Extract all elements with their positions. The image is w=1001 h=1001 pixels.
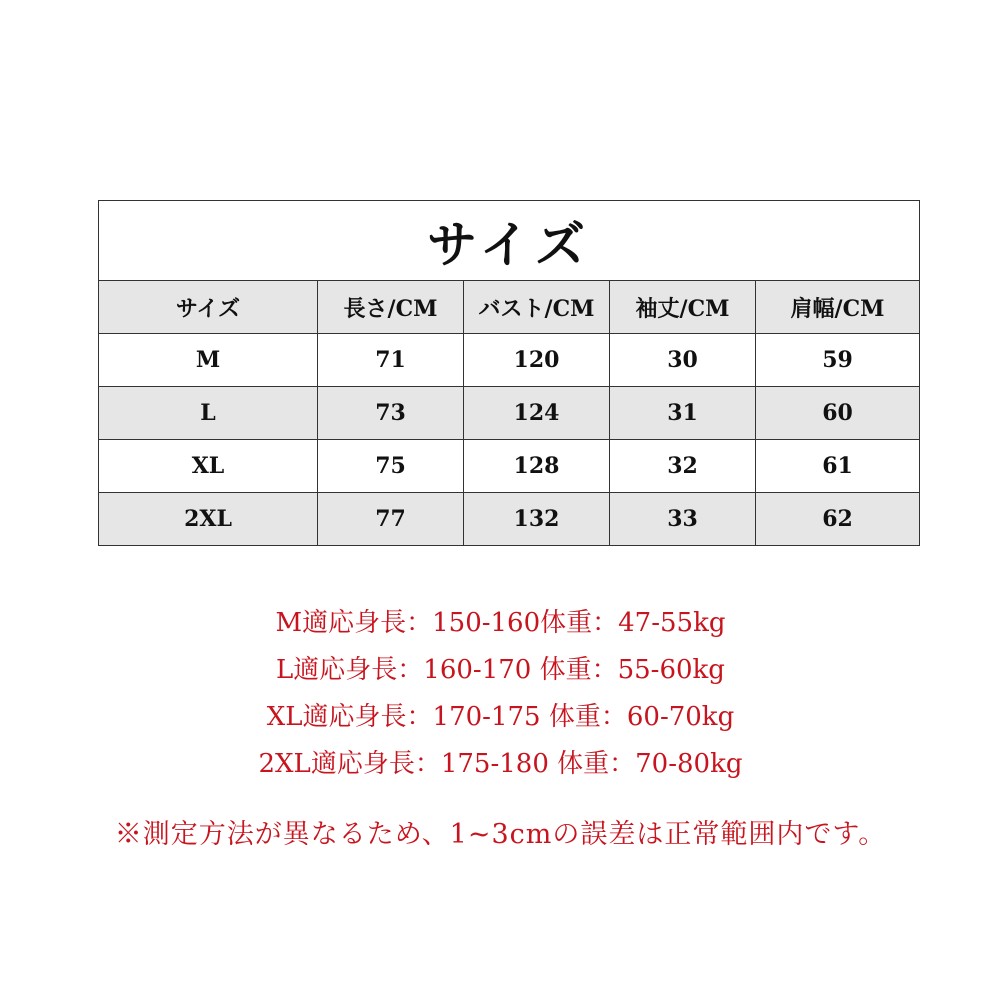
- header-bust: バスト/CM: [464, 281, 610, 334]
- fit-notes: [0, 600, 1001, 788]
- note-line-xl: XL適応身長：170-175 体重：60-70kg: [266, 702, 735, 732]
- table-row: [99, 387, 920, 440]
- cell-bust: 132: [464, 493, 610, 546]
- note-line-m: M適応身長：150-160体重：47-55kg: [275, 608, 726, 638]
- cell-sleeve: 33: [610, 493, 756, 546]
- note-line-l: L適応身長：160-170 体重：55-60kg: [276, 655, 725, 685]
- table-row: [99, 334, 920, 387]
- cell-size: 2XL: [99, 493, 318, 546]
- table-row: [99, 440, 920, 493]
- header-size: サイズ: [99, 281, 318, 334]
- cell-bust: 120: [464, 334, 610, 387]
- cell-sleeve: 31: [610, 387, 756, 440]
- cell-bust: 124: [464, 387, 610, 440]
- cell-length: 73: [318, 387, 464, 440]
- header-length: 長さ/CM: [318, 281, 464, 334]
- header-sleeve: 袖丈/CM: [610, 281, 756, 334]
- measurement-disclaimer: ※測定方法が異なるため、1~3cmの誤差は正常範囲内です。: [114, 819, 887, 850]
- cell-sleeve: 30: [610, 334, 756, 387]
- cell-bust: 128: [464, 440, 610, 493]
- cell-shoulder: 62: [756, 493, 920, 546]
- table-title: サイズ: [99, 201, 920, 281]
- cell-length: 71: [318, 334, 464, 387]
- note-line-2xl: 2XL適応身長：175-180 体重：70-80kg: [258, 749, 743, 779]
- cell-size: L: [99, 387, 318, 440]
- cell-size: XL: [99, 440, 318, 493]
- cell-shoulder: 61: [756, 440, 920, 493]
- cell-size: M: [99, 334, 318, 387]
- size-chart-table: [98, 200, 920, 546]
- header-row: [99, 281, 920, 334]
- cell-sleeve: 32: [610, 440, 756, 493]
- table-row: [99, 493, 920, 546]
- header-shoulder: 肩幅/CM: [756, 281, 920, 334]
- title-row: [99, 201, 920, 281]
- cell-shoulder: 59: [756, 334, 920, 387]
- cell-shoulder: 60: [756, 387, 920, 440]
- cell-length: 77: [318, 493, 464, 546]
- cell-length: 75: [318, 440, 464, 493]
